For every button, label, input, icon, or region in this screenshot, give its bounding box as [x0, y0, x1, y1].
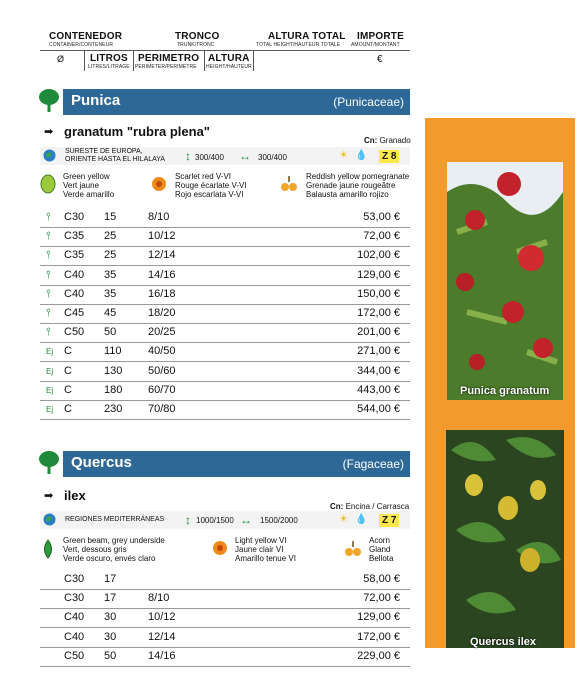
fruit-icon — [280, 174, 298, 194]
litres: 230 — [104, 403, 123, 415]
price: 58,00 € — [363, 573, 400, 585]
leaf-colour-en: Green yellow — [63, 172, 110, 181]
leaf-colour-es: Verde amarillo — [63, 190, 115, 199]
price: 102,00 € — [357, 249, 400, 262]
arrow-right-icon: ➡ — [44, 126, 54, 138]
price: 129,00 € — [357, 611, 400, 624]
header-importe-sub: AMOUNT/MONTANT — [351, 42, 400, 48]
price: 201,00 € — [357, 326, 400, 339]
price: 344,00 € — [357, 364, 400, 377]
origin-line-1: REGIONES MEDITERRÁNEAS — [65, 516, 165, 523]
acorn-image — [446, 430, 564, 648]
flower-colour-fr: Jaune clair VI — [235, 545, 284, 554]
row-mark: Ej — [46, 347, 54, 357]
cn-value: Encina / Carrasca — [345, 502, 410, 511]
trunk-size: 14/16 — [148, 268, 176, 281]
price: 53,00 € — [363, 211, 400, 223]
leaf-colour-es: Verde oscuro, envés claro — [63, 554, 156, 563]
table-row — [40, 628, 410, 648]
litres: 25 — [104, 249, 117, 262]
fruit-colour-es: Balausta amarillo rojizo — [306, 190, 389, 199]
litres: 30 — [104, 611, 117, 624]
header-divider-v1 — [84, 51, 85, 71]
header-importe: IMPORTE — [357, 31, 404, 42]
trunk-size: 12/14 — [148, 249, 176, 262]
table-row — [40, 400, 410, 420]
origin-line-1: SURESTE DE EUROPA, — [65, 148, 143, 155]
fruit-colour-en: Acorn — [369, 536, 390, 545]
origin-line-2: ORIENTE HASTA EL HILALAYA — [65, 156, 166, 163]
water-drop-icon: 💧 — [355, 150, 368, 161]
leaf-colour — [63, 172, 114, 199]
flower-colour-en: Light yellow VI — [235, 536, 287, 545]
row-mark: Ej — [46, 366, 54, 376]
litres: 17 — [104, 592, 117, 605]
table-row — [40, 304, 410, 324]
table-row — [40, 266, 410, 286]
width-value: 1500/2000 — [260, 516, 298, 525]
common-name — [330, 502, 409, 511]
globe-icon — [43, 513, 56, 526]
header-divider-v3 — [204, 51, 205, 71]
header-perimetro-sub: PERIMETER/PERIMETRE — [135, 64, 197, 70]
header-litros: LITROS — [90, 53, 128, 64]
header-tronco-sub: TRUNK/TRONC — [177, 42, 215, 48]
hardiness-zone: Z 8 — [379, 150, 399, 163]
quercus-photo — [446, 430, 564, 648]
litres: 17 — [104, 573, 117, 585]
litres: 30 — [104, 630, 117, 643]
container-size: C — [64, 383, 72, 396]
header-divider-v2 — [133, 51, 134, 71]
litres: 130 — [104, 364, 123, 377]
stake-icon: ⫯ — [46, 287, 51, 300]
container-size: C40 — [64, 287, 85, 300]
row-mark: Ej — [46, 385, 54, 395]
price: 172,00 € — [357, 630, 400, 643]
table-row — [40, 342, 410, 362]
width-value: 300/400 — [258, 153, 287, 162]
header-altura-total: ALTURA TOTAL — [268, 31, 346, 42]
trunk-size: 8/10 — [148, 211, 170, 223]
fruit-colour-es: Bellota — [369, 554, 394, 563]
genus-name: Punica — [71, 92, 121, 109]
width-arrow-icon: ↔ — [240, 513, 252, 527]
height-value: 300/400 — [195, 153, 224, 162]
flower-colour-es: Rojo escarlata V-VI — [175, 190, 244, 199]
header-contenedor: CONTENEDOR — [49, 31, 123, 42]
table-row — [40, 208, 410, 228]
trunk-size: 40/50 — [148, 345, 176, 358]
container-size: C — [64, 345, 72, 358]
price: 229,00 € — [357, 649, 400, 662]
litres: 15 — [104, 211, 117, 223]
price: 72,00 € — [363, 592, 400, 605]
family-name: (Fagaceae) — [342, 457, 404, 471]
container-size: C40 — [64, 611, 85, 624]
container-size: C — [64, 403, 72, 415]
litres: 45 — [104, 307, 117, 319]
water-drop-icon: 💧 — [355, 514, 368, 525]
origin — [65, 516, 164, 524]
container-size: C50 — [64, 326, 85, 339]
container-size: C — [64, 364, 72, 377]
container-size: C30 — [64, 573, 85, 585]
trunk-size: 14/16 — [148, 649, 176, 662]
flower-colour — [175, 172, 247, 199]
header-litros-sub: LITRES/LITRAGE — [88, 64, 130, 70]
header-tronco: TRONCO — [175, 31, 220, 42]
height-value: 1000/1500 — [196, 516, 234, 525]
sun-icon: ☀ — [339, 150, 348, 161]
genus-bar — [63, 451, 410, 477]
price: 172,00 € — [357, 307, 400, 319]
fruit-colour-en: Reddish yellow pomegranate — [306, 172, 410, 181]
row-mark: Ej — [46, 405, 54, 414]
height-arrow-icon: ↕ — [185, 513, 191, 527]
trunk-size: 50/60 — [148, 364, 176, 377]
header-altura-sub: HEIGHT/HAUTEUR — [206, 64, 252, 70]
table-row — [40, 647, 410, 667]
tree-icon — [37, 450, 61, 476]
common-name — [364, 136, 411, 145]
leaf-icon — [40, 539, 56, 559]
litres: 110 — [104, 345, 122, 358]
hardiness-zone: Z 7 — [379, 514, 399, 527]
litres: 35 — [104, 268, 117, 281]
container-size: C50 — [64, 649, 85, 662]
stake-icon: ⫯ — [46, 211, 51, 223]
header-divider — [40, 50, 410, 51]
trunk-size: 18/20 — [148, 307, 176, 319]
table-row — [40, 285, 410, 305]
flower-colour-fr: Rouge écarlate V-VI — [175, 181, 247, 190]
trunk-size: 20/25 — [148, 326, 176, 339]
fruit-colour-fr: Grenade jaune rougeâtre — [306, 181, 396, 190]
container-size: C45 — [64, 307, 85, 319]
container-size: C35 — [64, 249, 85, 262]
litres: 50 — [104, 326, 117, 339]
cn-label: Cn: — [364, 136, 378, 145]
price: 129,00 € — [357, 268, 400, 281]
diameter-symbol: Ø — [57, 54, 65, 64]
table-row — [40, 323, 410, 343]
leaf-icon — [40, 174, 56, 194]
leaf-colour-en: Green beam, grey underside — [63, 536, 165, 545]
sun-icon: ☀ — [339, 514, 348, 525]
punica-photo — [447, 162, 563, 400]
flower-colour — [235, 536, 296, 563]
header-altura: ALTURA — [208, 53, 250, 64]
container-size: C40 — [64, 268, 85, 281]
flower-colour-es: Amarillo tenue VI — [235, 554, 296, 563]
table-row — [40, 246, 410, 266]
cn-label: Cn: — [330, 502, 344, 511]
stake-icon: ⫯ — [46, 249, 51, 262]
globe-icon — [43, 149, 56, 162]
cn-value: Granado — [379, 136, 411, 145]
fruit-colour — [369, 536, 393, 563]
tree-icon — [37, 88, 61, 114]
stake-icon: ⫯ — [46, 230, 51, 243]
stake-icon: ⫯ — [46, 326, 51, 339]
header-divider-v4 — [253, 51, 254, 71]
species-name: ilex — [64, 488, 86, 503]
width-arrow-icon: ↔ — [239, 149, 251, 163]
stake-icon: ⫯ — [46, 307, 51, 319]
photo-caption: Punica granatum — [460, 385, 550, 397]
container-size: C30 — [64, 592, 85, 605]
height-arrow-icon: ↕ — [185, 149, 191, 163]
origin — [65, 148, 165, 164]
leaf-colour — [63, 536, 165, 563]
photo-caption: Quercus ilex — [470, 636, 537, 648]
trunk-size: 10/12 — [148, 230, 176, 243]
table-row — [40, 570, 410, 590]
euro-symbol: € — [377, 54, 383, 65]
species-name: granatum "rubra plena" — [64, 124, 210, 139]
genus-name: Quercus — [71, 454, 132, 471]
litres: 180 — [104, 383, 123, 396]
trunk-size: 70/80 — [148, 403, 176, 415]
table-row — [40, 227, 410, 247]
table-row — [40, 589, 410, 609]
fruit-colour-fr: Gland — [369, 545, 391, 554]
table-row — [40, 381, 410, 401]
header-altura-total-sub: TOTAL HEIGHT/HAUTEUR TOTALE — [256, 42, 341, 48]
container-size: C35 — [64, 230, 85, 243]
container-size: C30 — [64, 211, 85, 223]
genus-bar — [63, 89, 410, 115]
flower-icon — [212, 540, 228, 556]
price: 544,00 € — [357, 403, 400, 415]
family-name: (Punicaceae) — [333, 95, 404, 109]
trunk-size: 12/14 — [148, 630, 176, 643]
litres: 35 — [104, 287, 117, 300]
trunk-size: 60/70 — [148, 383, 176, 396]
price: 443,00 € — [357, 383, 400, 396]
fruit-colour — [306, 172, 409, 199]
header-perimetro: PERIMETRO — [138, 53, 200, 64]
leaf-colour-fr: Vert, dessous gris — [63, 545, 127, 554]
trunk-size: 16/18 — [148, 287, 176, 300]
stake-icon: ⫯ — [46, 268, 51, 281]
price: 271,00 € — [357, 345, 400, 358]
header-contenedor-sub: CONTAINER/CONTENEUR — [49, 42, 114, 48]
price: 72,00 € — [363, 230, 400, 243]
arrow-right-icon: ➡ — [44, 490, 54, 502]
litres: 50 — [104, 649, 117, 662]
fruit-icon — [344, 539, 362, 559]
flower-colour-en: Scarlet red V-VI — [175, 172, 232, 181]
litres: 25 — [104, 230, 117, 243]
table-row — [40, 608, 410, 628]
trunk-size: 10/12 — [148, 611, 176, 624]
pomegranate-image — [447, 162, 563, 400]
leaf-colour-fr: Vert jaune — [63, 181, 100, 190]
flower-icon — [151, 176, 167, 192]
table-row — [40, 362, 410, 382]
trunk-size: 8/10 — [148, 592, 170, 605]
price: 150,00 € — [357, 287, 400, 300]
container-size: C40 — [64, 630, 85, 643]
